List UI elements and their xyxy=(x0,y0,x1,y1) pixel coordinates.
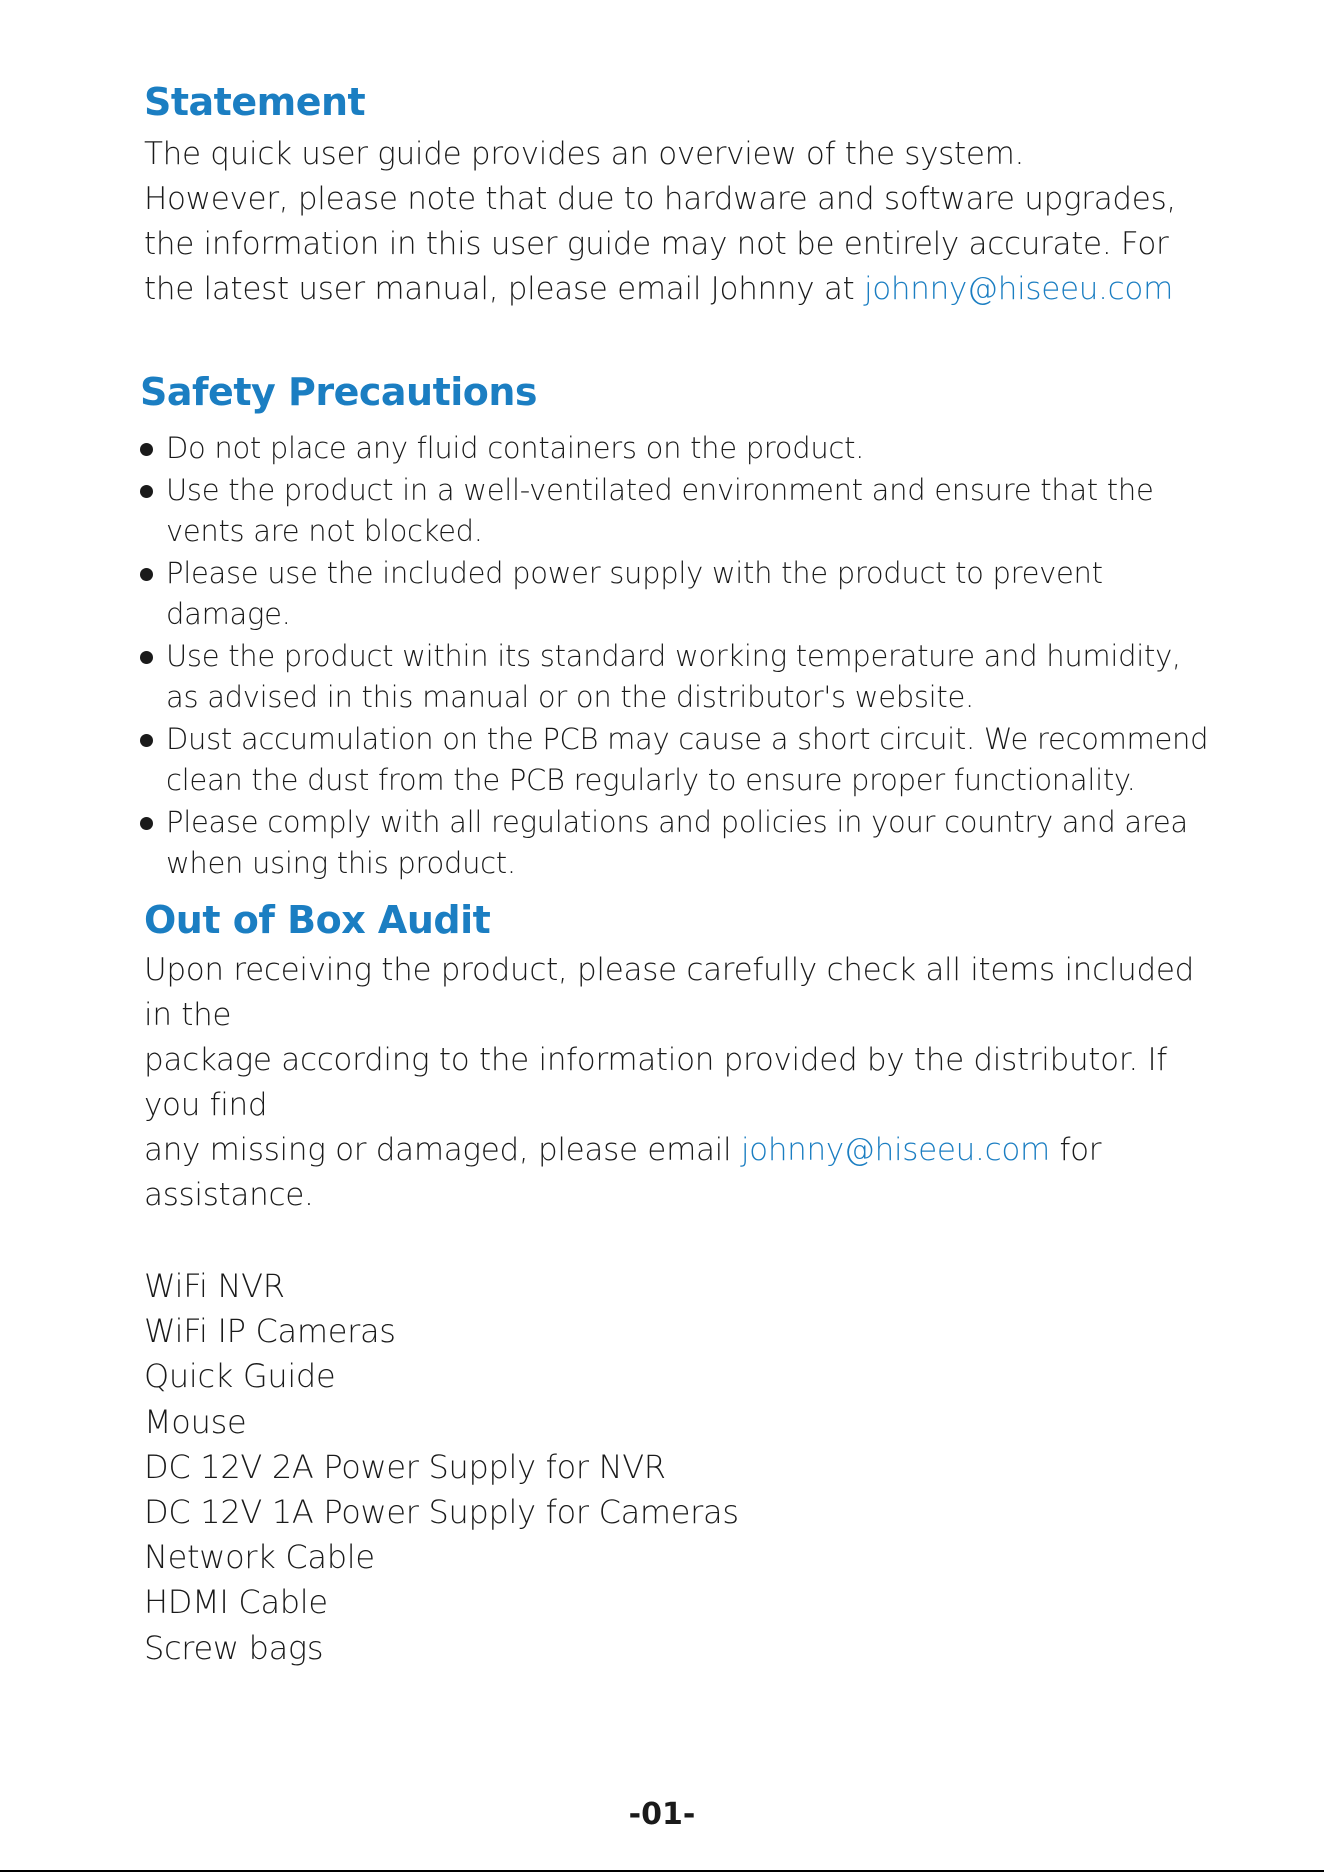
audit-line-3 xyxy=(144,1128,1224,1218)
page-number: -01- xyxy=(628,1797,696,1832)
package-items-list xyxy=(144,1264,1224,1671)
safety-item xyxy=(140,553,1220,636)
package-item: WiFi IP Cameras xyxy=(144,1312,396,1351)
package-item: Network Cable xyxy=(144,1538,375,1577)
package-item: Mouse xyxy=(144,1402,247,1441)
audit-line-3-suffix: for assistance. xyxy=(144,1132,1102,1213)
bullet-dot xyxy=(140,817,153,830)
audit-line-3-text: any missing or damaged, please email xyxy=(144,1132,741,1168)
safety-item-text: Dust accumulation on the PCB may cause a short circuit. We recommend clean the dust from the PCB regularly to ensure proper functionality. xyxy=(166,721,1209,797)
statement-line-1: The quick user guide provides an overview of the system. xyxy=(144,136,1025,172)
statement-line-3: the information in this user guide may not be entirely accurate. For xyxy=(144,226,1169,262)
safety-item-text: Please comply with all regulations and policies in your country and area when using this product. xyxy=(166,804,1188,880)
package-item: DC 12V 2A Power Supply for NVR xyxy=(144,1447,666,1486)
bullet-dot xyxy=(140,443,153,456)
package-item: HDMI Cable xyxy=(144,1583,328,1622)
safety-item xyxy=(140,719,1220,802)
statement-line-4 xyxy=(144,267,1224,312)
statement-heading: Statement xyxy=(144,80,366,124)
package-item: Screw bags xyxy=(144,1628,324,1667)
audit-section xyxy=(144,896,1224,1671)
safety-item-text: Use the product in a well-ventilated environment and ensure that the vents are not blocked. xyxy=(166,472,1154,548)
bullet-dot xyxy=(140,568,153,581)
safety-item xyxy=(140,428,1220,470)
safety-section xyxy=(140,368,1220,885)
statement-section xyxy=(144,78,1224,312)
audit-heading: Out of Box Audit xyxy=(144,898,491,942)
statement-line-4-text: the latest user manual, please email Johnny at xyxy=(144,271,864,307)
safety-item-text: Please use the included power supply with the product to prevent damage. xyxy=(166,555,1103,631)
bullet-dot xyxy=(140,485,153,498)
safety-item xyxy=(140,470,1220,553)
safety-item xyxy=(140,802,1220,885)
safety-heading: Safety Precautions xyxy=(140,370,538,414)
package-item: DC 12V 1A Power Supply for Cameras xyxy=(144,1493,739,1532)
bullet-dot xyxy=(140,734,153,747)
safety-item-text: Do not place any fluid containers on the product. xyxy=(166,431,865,465)
audit-email-link[interactable]: johnny@hiseeu.com xyxy=(740,1132,1050,1168)
safety-list xyxy=(140,428,1220,885)
audit-line-1: Upon receiving the product, please carefully check all items included in the xyxy=(144,952,1195,1033)
audit-line-2: package according to the information provided by the distributor. If you find xyxy=(144,1042,1167,1123)
package-item: WiFi NVR xyxy=(144,1267,285,1305)
bullet-dot xyxy=(140,651,153,664)
statement-email-link[interactable]: johnny@hiseeu.com xyxy=(863,271,1173,307)
safety-item xyxy=(140,636,1220,719)
statement-line-2: However, please note that due to hardware and software upgrades, xyxy=(144,181,1176,217)
safety-item-text: Use the product within its standard working temperature and humidity, as advised in this manual or on the distributor's website. xyxy=(166,638,1181,714)
package-item: Quick Guide xyxy=(144,1357,336,1396)
